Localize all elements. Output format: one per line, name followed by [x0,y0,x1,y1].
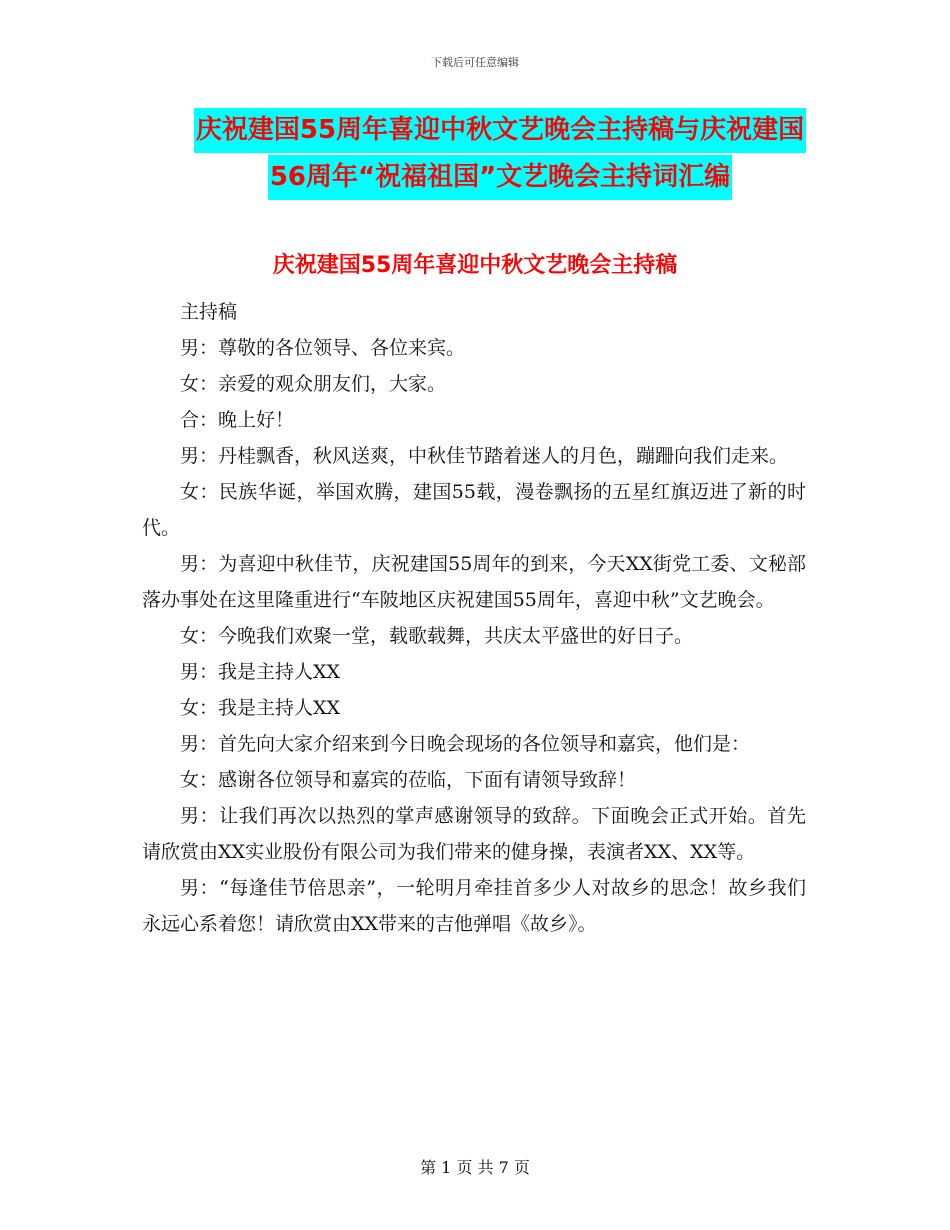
paragraph: 男：首先向大家介绍来到今日晚会现场的各位领导和嘉宾，他们是： [180,733,751,755]
paragraph: 男：我是主持人XX [180,661,341,683]
page-footer: 第 1 页 共 7 页 [420,1158,530,1177]
paragraph: 男：丹桂飘香，秋风送爽，中秋佳节踏着迷人的月色，蹦跚向我们走来。 [180,445,789,467]
section-title: 庆祝建国55周年喜迎中秋文艺晚会主持稿 [272,253,678,278]
paragraph: 女：今晚我们欢聚一堂，载歌载舞，共庆太平盛世的好日子。 [180,625,694,647]
document-title [180,108,820,202]
document-body [142,294,806,942]
paragraph: 女：感谢各位领导和嘉宾的莅临，下面有请领导致辞！ [180,769,637,791]
title-line-2: 56周年“祝福祖国”文艺晚会主持词汇编 [268,155,732,200]
title-line-1: 庆祝建国55周年喜迎中秋文艺晚会主持稿与庆祝建国 [194,108,806,153]
paragraph: 女：我是主持人XX [180,697,341,719]
paragraph: 男：让我们再次以热烈的掌声感谢领导的致辞。下面晚会正式开始。首先请欣赏由XX实业股份有限公司为我们带来的健身操，表演者XX、XX等。 [142,805,806,863]
header-note: 下载后可任意编辑 [431,56,519,69]
paragraph: 男：“每逢佳节倍思亲”，一轮明月牵挂首多少人对故乡的思念！故乡我们永远心系着您！请欣赏由XX带来的吉他弹唱《故乡》。 [142,877,806,935]
paragraph: 主持稿 [180,301,238,323]
paragraph: 女：民族华诞，举国欢腾，建国55载，漫卷飘扬的五星红旗迈进了新的时代。 [142,481,806,539]
paragraph: 女：亲爱的观众朋友们，大家。 [180,373,447,395]
paragraph: 男：尊敬的各位领导、各位来宾。 [180,337,466,359]
paragraph: 男：为喜迎中秋佳节，庆祝建国55周年的到来，今天XX街党工委、文秘部落办事处在这里隆重进行“车陂地区庆祝建国55周年，喜迎中秋”文艺晚会。 [142,553,806,611]
paragraph: 合：晚上好！ [180,409,295,431]
